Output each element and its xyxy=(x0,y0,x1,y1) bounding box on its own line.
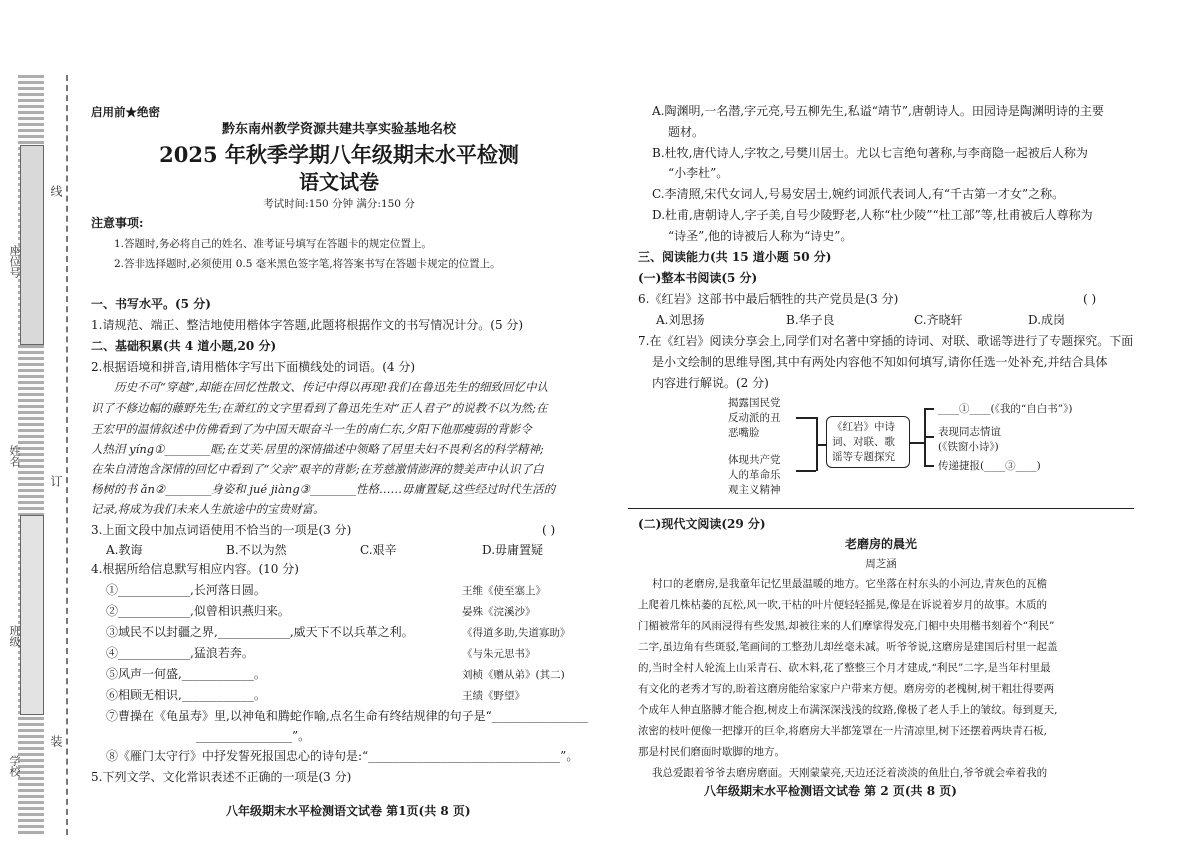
essay-line: 那是村民们磨面时歇脚的地方。 xyxy=(638,746,785,758)
class-label: 班级 xyxy=(8,625,21,647)
seat-number-box xyxy=(20,145,44,345)
mind-map-connector xyxy=(910,442,924,444)
mind-map-left-5: 人的革命乐 xyxy=(728,469,781,481)
name-label: 姓名 xyxy=(8,445,21,467)
subsection-2-heading: (二)现代文阅读(29 分) xyxy=(638,517,766,531)
q5-option-a-cont: 题材。 xyxy=(668,125,705,139)
cut-mark-line: 线 xyxy=(49,185,63,197)
notice-1: 1.答题时,务必将自己的姓名、准考证号填写在答题卡的规定位置上。 xyxy=(114,238,432,250)
mind-map-right-2: 表现同志情谊 xyxy=(938,426,1001,438)
essay-line: 浓密的枝叶便像一把撑开的巨伞,将磨房大半都笼罩在一片清凉里,树下还摆着两块青石板, xyxy=(638,725,1048,737)
recite-source: 《得道多助,失道寡助》 xyxy=(462,627,571,639)
essay-line: 村口的老磨房,是我童年记忆里最温暖的地方。它坐落在村东头的小河边,青灰色的瓦檐 xyxy=(652,578,1048,590)
school-name: 黔东南州教学资源共建共享实验基地名校 xyxy=(221,122,456,137)
page-1-footer: 八年级期末水平检测语文试卷 第1页(共 8 页) xyxy=(226,804,471,818)
essay-line: 二字,虽边角有些斑驳,笔画间的工整劲儿却丝毫未减。听爷爷说,这磨房是建国后村里一起盖 xyxy=(638,641,1058,653)
question-5: 5.下列文学、文化常识表述不正确的一项是(3 分) xyxy=(91,770,352,784)
recite-source: 《与朱元思书》 xyxy=(462,648,536,660)
q6-option-c[interactable]: C.齐晓轩 xyxy=(914,313,963,327)
recite-line[interactable]: ④____________,猛浪若奔。 xyxy=(106,646,254,660)
mind-map-center-3: 谣等专题探究 xyxy=(832,451,895,463)
question-7-cont: 内容进行解说。(2 分) xyxy=(652,376,769,390)
essay-line: 的,当时全村人轮流上山采青石、砍木料,花了整整三个月才建成,“利民”二字,是当年村里最 xyxy=(638,662,1051,674)
subsection-1-heading: (一)整本书阅读(5 分) xyxy=(638,271,758,285)
passage-line: 杨树的书 ǎn②________身姿和 jué jiàng③________性格……毋庸置疑,这些经过时代生活的 xyxy=(91,482,556,496)
question-1: 1.请规范、端正、整洁地使用楷体字答题,此题将根据作文的书写情况计分。(5 分) xyxy=(91,318,524,332)
mind-map-right-4[interactable]: 传递捷报(____③____) xyxy=(938,460,1041,472)
page-2-footer: 八年级期末水平检测语文试卷 第 2 页(共 8 页) xyxy=(704,784,957,798)
mind-map-left-2: 反动派的丑 xyxy=(728,412,781,424)
q5-option-b[interactable]: B.杜牧,唐代诗人,字牧之,号樊川居士。尤以七言绝句著称,与李商隐一起被后人称为 xyxy=(652,146,1088,160)
mind-map-center-2: 词、对联、歌 xyxy=(832,436,895,448)
mind-map-left-3: 恶嘴脸 xyxy=(728,427,760,439)
section-divider xyxy=(628,508,1134,509)
q5-option-c[interactable]: C.李清照,宋代女词人,号易安居士,婉约词派代表词人,有“千古第一才女”之称。 xyxy=(652,187,1065,201)
seat-no-label: 座位号 xyxy=(8,245,21,278)
mind-map-connector xyxy=(924,465,934,467)
q3-option-c[interactable]: C.艰辛 xyxy=(360,543,397,557)
section-3-heading: 三、阅读能力(共 15 道小题 50 分) xyxy=(638,250,832,264)
passage-line: 人热泪 yíng①________眶;在艾芙·居里的深情描述中领略了居里夫妇不畏利名的科学精神; xyxy=(91,442,544,456)
question-3: 3.上面文段中加点词语使用不恰当的一项是(3 分) xyxy=(91,523,352,537)
section-1-heading: 一、书写水平。(5 分) xyxy=(91,297,211,311)
essay-line: 有文化的老秀才写的,盼着这磨房能给家家户户带来方便。磨房旁的老槐树,树干粗壮得要两 xyxy=(638,683,1055,695)
mind-map-connector xyxy=(796,470,816,472)
mind-map-connector xyxy=(816,444,826,446)
essay-line: 个成年人伸直胳膊才能合抱,树皮上布满深深浅浅的纹路,像极了老人手上的皱纹。每到夏天, xyxy=(638,704,1058,716)
recite-line[interactable]: ⑥相顾无相识,____________。 xyxy=(106,688,266,702)
recite-line[interactable]: ③域民不以封疆之界,____________,威天下不以兵革之利。 xyxy=(106,625,414,639)
essay-author: 周芝涵 xyxy=(865,558,897,570)
mind-map-connector xyxy=(924,408,934,410)
passage-line: 在朱自清饱含深情的回忆中看到了“父亲”艰辛的背影;在芳慈激情澎湃的赞美声中认识了白 xyxy=(91,462,544,476)
q3-option-d[interactable]: D.毋庸置疑 xyxy=(482,543,544,557)
time-score: 考试时间:150 分钟 满分:150 分 xyxy=(263,198,415,210)
passage-line: 历史不可“穿越”,却能在回忆性散文、传记中得以再现!我们在鲁迅先生的细致回忆中认 xyxy=(114,380,549,394)
passage-line: 记录,将成为我们未来人生旅途中的宝贵财富。 xyxy=(91,502,325,516)
question-7-cont: 是小文绘制的思维导图,其中有两处内容他不知如何填写,请你任选一处补充,并结合具体 xyxy=(652,355,1108,369)
mind-map-right-3: (《铁窗小诗》) xyxy=(938,441,999,453)
exam-subtitle: 语文试卷 xyxy=(299,170,379,194)
cut-mark-bind: 订 xyxy=(49,475,63,487)
recite-line-7b[interactable]: ________________”。 xyxy=(196,729,311,743)
secret-mark: 启用前★绝密 xyxy=(91,105,160,119)
school-label: 学校 xyxy=(8,755,21,777)
recite-line[interactable]: ②____________,似曾相识燕归来。 xyxy=(106,604,290,618)
question-3-answer-paren: ( ) xyxy=(542,523,556,537)
notice-2: 2.答非选择题时,必须使用 0.5 毫米黑色签字笔,将答案书写在答题卡规定的位置上。 xyxy=(114,258,501,270)
recite-source: 王绩《野望》 xyxy=(462,690,525,702)
recite-line-7a[interactable]: ⑦曹操在《龟虽寿》里,以神龟和腾蛇作喻,点名生命有终结规律的句子是“________________ xyxy=(106,709,588,723)
recite-source: 刘桢《赠从弟》(其二) xyxy=(462,669,565,681)
mind-map-left-1: 揭露国民党 xyxy=(728,397,781,409)
mind-map-connector xyxy=(796,417,816,419)
question-7: 7.在《红岩》阅读分享会上,同学们对名著中穿插的诗词、对联、歌谣等进行了专题探究。下面 xyxy=(638,334,1134,348)
question-6-answer-paren: ( ) xyxy=(1083,292,1097,306)
name-box xyxy=(20,515,44,715)
page-1 xyxy=(86,0,592,849)
q5-option-d-cont: “诗圣”,他的诗被后人称为“诗史”。 xyxy=(668,229,853,243)
q5-option-d[interactable]: D.杜甫,唐朝诗人,字子美,自号少陵野老,人称“杜少陵”“杜工部”等,杜甫被后人尊称为 xyxy=(652,208,1093,222)
q3-option-a[interactable]: A.教诲 xyxy=(106,543,143,557)
recite-line-8[interactable]: ⑧《雁门太守行》中抒发誓死报国忠心的诗句是:“________________________________”。 xyxy=(106,749,579,763)
question-6: 6.《红岩》这部书中最后牺牲的共产党员是(3 分) xyxy=(638,292,899,306)
q6-option-b[interactable]: B.华子良 xyxy=(786,313,835,327)
q6-option-d[interactable]: D.成岗 xyxy=(1028,313,1066,327)
recite-source: 晏殊《浣溪沙》 xyxy=(462,606,536,618)
recite-source: 王维《使至塞上》 xyxy=(462,585,546,597)
recite-line[interactable]: ①____________,长河落日圆。 xyxy=(106,583,266,597)
binding-strip xyxy=(0,75,82,835)
mind-map-connector xyxy=(924,436,934,438)
q6-option-a[interactable]: A.刘思扬 xyxy=(656,313,705,327)
passage-line: 识了不修边幅的藤野先生;在萧红的文字里看到了鲁迅先生对“正人君子”的说教不以为然;在 xyxy=(91,401,548,415)
section-2-heading: 二、基础积累(共 4 道小题,20 分) xyxy=(91,339,277,353)
q3-option-b[interactable]: B.不以为然 xyxy=(226,543,287,557)
essay-title: 老磨房的晨光 xyxy=(844,537,917,551)
passage-line: 王宏甲的温情叙述中仿佛看到了为中国天眼奋斗一生的南仁东,夕阳下他那瘦弱的背影令 xyxy=(91,422,532,436)
mind-map-center-1: 《红岩》中诗 xyxy=(832,421,895,433)
mind-map-left-4: 体现共产党 xyxy=(728,454,781,466)
notice-label: 注意事项: xyxy=(91,216,144,230)
essay-line: 上爬着几株枯萎的瓦松,风一吹,干枯的叶片便轻轻摇晃,像是在诉说着岁月的故事。木质的 xyxy=(638,599,1048,611)
q5-option-b-cont: “小李杜”。 xyxy=(668,166,729,180)
cut-line xyxy=(66,75,68,835)
question-4: 4.根据所给信息默写相应内容。(10 分) xyxy=(91,562,299,576)
recite-line[interactable]: ⑤风声一何盛,____________。 xyxy=(106,667,266,681)
essay-line: 我总爱跟着爷爷去磨房磨面。天刚蒙蒙亮,天边还泛着淡淡的鱼肚白,爷爷就会牵着我的 xyxy=(652,767,1048,779)
question-2: 2.根据语境和拼音,请用楷体字写出下面横线处的词语。(4 分) xyxy=(91,360,416,374)
exam-title: 2025 年秋季学期八年级期末水平检测 xyxy=(159,142,519,167)
cut-mark-pack: 装 xyxy=(49,735,63,747)
mind-map-left-6: 观主义精神 xyxy=(728,484,781,496)
mind-map-right-1[interactable]: ____①____(《我的“自白书”》) xyxy=(938,403,1073,415)
q5-option-a[interactable]: A.陶渊明,一名潜,字元亮,号五柳先生,私谥“靖节”,唐朝诗人。田园诗是陶渊明诗的主要 xyxy=(652,104,1104,118)
essay-line: 门楣被常年的风雨浸得有些发黑,却被往来的人们摩挲得发亮,门楣中央用楷书刻着个“利民” xyxy=(638,620,1055,632)
page-2 xyxy=(628,0,1134,849)
